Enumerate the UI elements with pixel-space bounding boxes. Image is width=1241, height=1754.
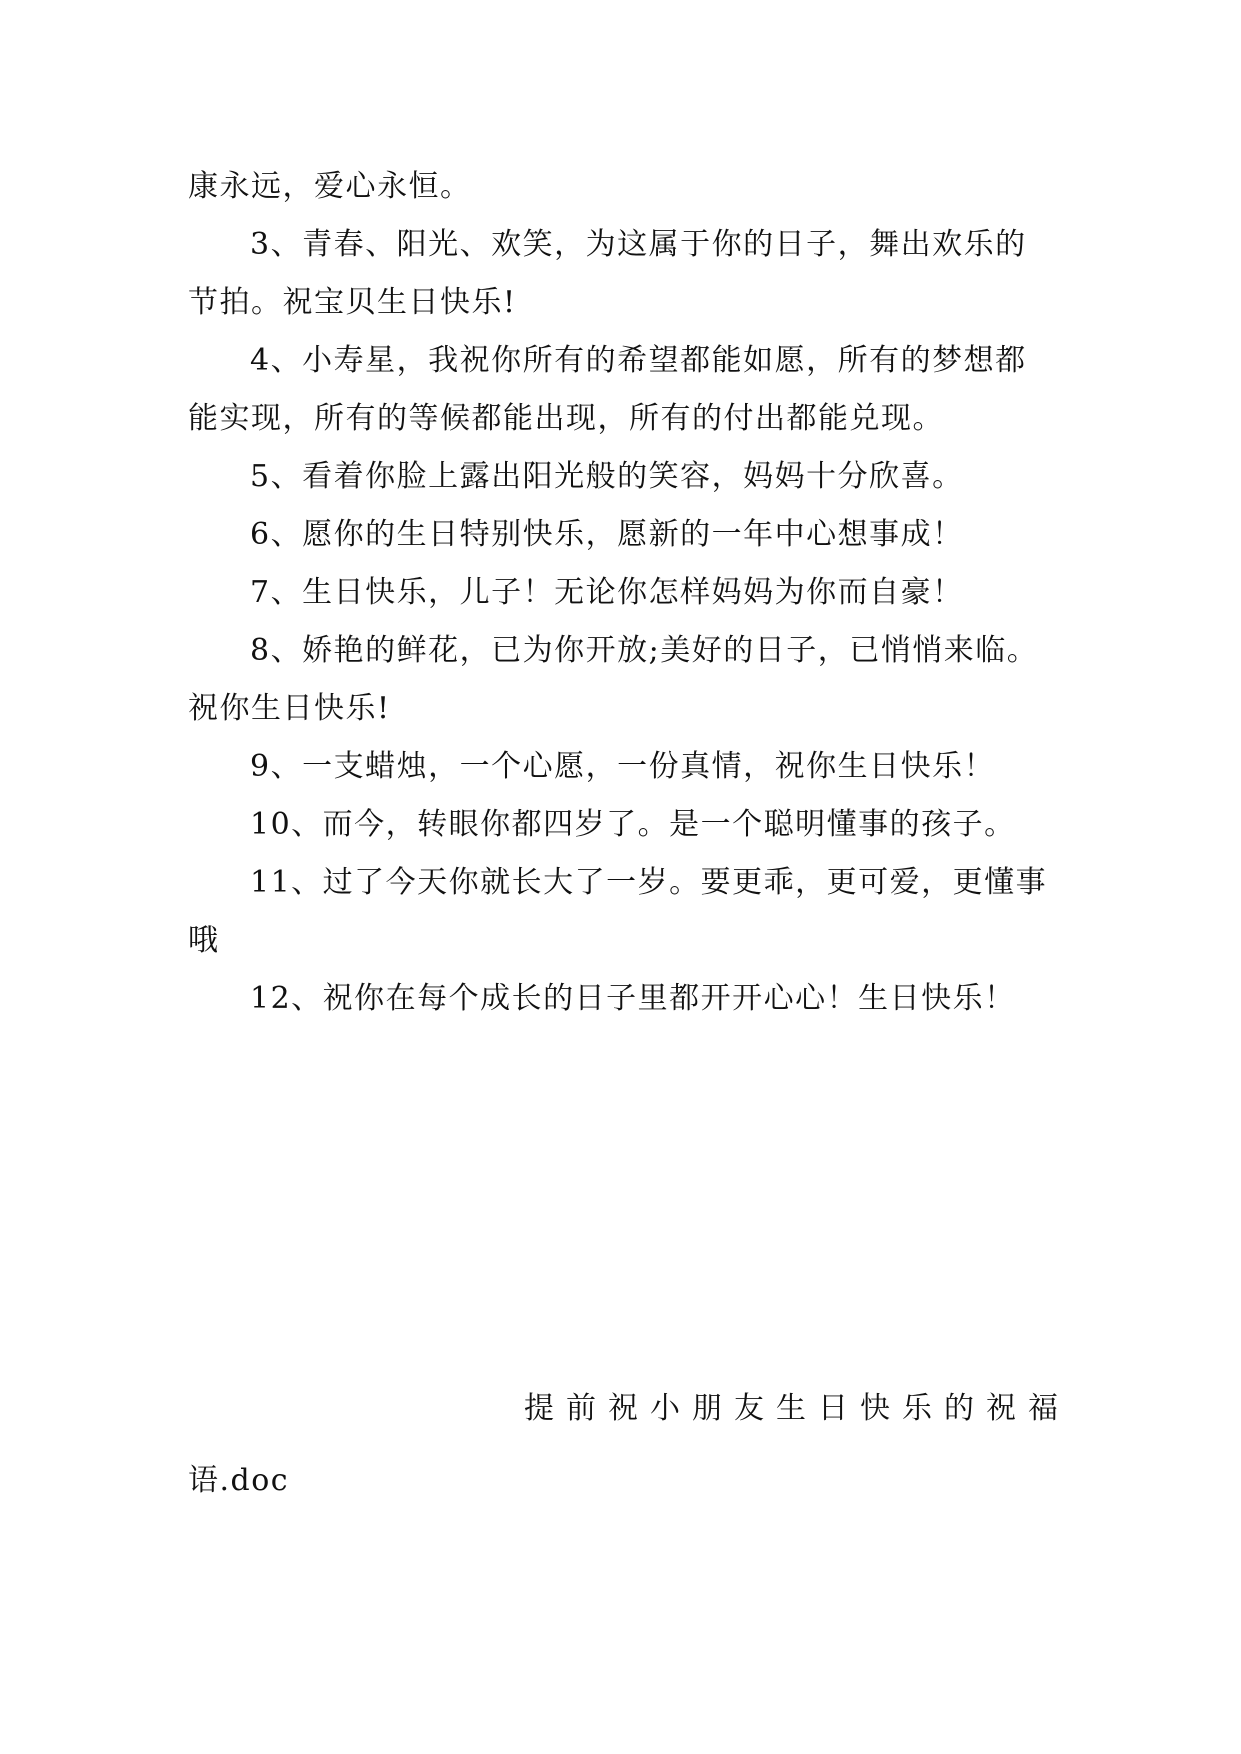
paragraph-wish-6: 6、愿你的生日特别快乐，愿新的一年中心想事成！ (250, 517, 964, 552)
paragraph-wish-11: 11、过了今天你就长大了一岁。要更乖，更可爱，更懂事哦 (188, 865, 1048, 958)
paragraph-wish-9: 9、一支蜡烛，一个心愿，一份真情，祝你生日快乐！ (250, 749, 996, 784)
document-body (188, 158, 1058, 1028)
document-footer-title (188, 1380, 1070, 1510)
paragraph-wish-12: 12、祝你在每个成长的日子里都开开心心！生日快乐！ (250, 981, 1016, 1016)
footer-title-line-1: 提前祝小朋友生日快乐的祝福 (524, 1391, 1070, 1426)
paragraph-wish-4: 4、小寿星，我祝你所有的希望都能如愿，所有的梦想都能实现，所有的等候都能出现，所有的付出都能兑现。 (188, 343, 1027, 436)
paragraph-wish-10: 10、而今，转眼你都四岁了。是一个聪明懂事的孩子。 (250, 807, 1016, 842)
footer-title-line-2: 语.doc (188, 1463, 290, 1498)
paragraph-wish-5: 5、看着你脸上露出阳光般的笑容，妈妈十分欣喜。 (250, 459, 964, 494)
paragraph-wish-8: 8、娇艳的鲜花，已为你开放;美好的日子，已悄悄来临。祝你生日快乐! (188, 633, 1039, 726)
paragraph-continuation: 康永远，爱心永恒。 (188, 169, 472, 204)
paragraph-wish-7: 7、生日快乐，儿子！无论你怎样妈妈为你而自豪！ (250, 575, 964, 610)
paragraph-wish-3: 3、青春、阳光、欢笑，为这属于你的日子，舞出欢乐的节拍。祝宝贝生日快乐! (188, 227, 1027, 320)
